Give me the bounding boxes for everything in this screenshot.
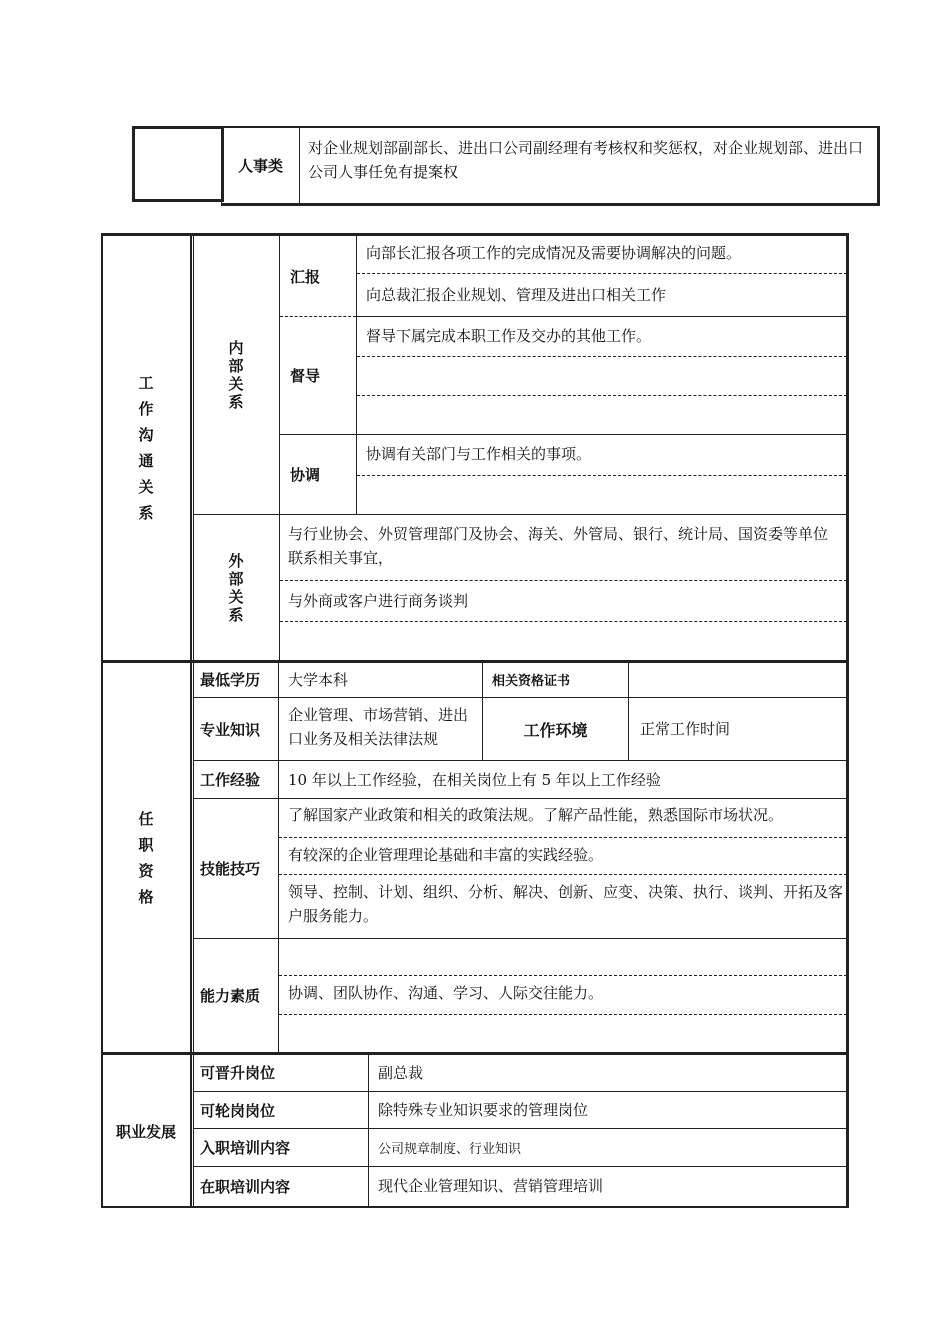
career-section-label: 职业发展 xyxy=(115,1122,176,1141)
qualification-section-label: 任 职 资 格 xyxy=(138,809,154,906)
supervise-label: 督导 xyxy=(290,367,321,385)
certificate-label: 相关资格证书 xyxy=(492,674,571,689)
environment-label: 工作环境 xyxy=(523,720,588,740)
career-row-value: 公司规章制度、行业知识 xyxy=(378,1142,522,1157)
skills-line-1: 了解国家产业政策和相关的政策法规。了解产品性能，熟悉国际市场状况。 xyxy=(288,806,784,824)
knowledge-value: 企业管理、市场营销、进出口业务及相关法律法规 xyxy=(288,706,469,748)
education-label: 最低学历 xyxy=(200,671,261,689)
external-line-2: 与外商或客户进行商务谈判 xyxy=(288,592,469,610)
skills-label: 技能技巧 xyxy=(200,860,261,878)
career-row-label: 入职培训内容 xyxy=(200,1139,291,1157)
coordinate-label: 协调 xyxy=(290,466,321,484)
authority-table xyxy=(132,126,880,206)
skills-line-2: 有较深的企业管理理论基础和丰富的实践经验。 xyxy=(288,846,604,864)
ability-value: 协调、团队协作、沟通、学习、人际交往能力。 xyxy=(288,984,604,1002)
internal-relations-label: 内 部 关 系 xyxy=(228,339,244,411)
external-relations-label: 外 部 关 系 xyxy=(228,551,244,624)
report-label: 汇报 xyxy=(290,267,321,286)
environment-value: 正常工作时间 xyxy=(640,720,731,738)
supervise-line-1: 督导下属完成本职工作及交办的其他工作。 xyxy=(366,327,652,345)
career-row-value: 除特殊专业知识要求的管理岗位 xyxy=(378,1101,589,1119)
report-line-2: 向总裁汇报企业规划、管理及进出口相关工作 xyxy=(366,286,667,304)
career-row-value: 副总裁 xyxy=(378,1063,424,1082)
experience-value: 10 年以上工作经验，在相关岗位上有 5 年以上工作经验 xyxy=(288,770,661,789)
career-row-label: 在职培训内容 xyxy=(200,1177,291,1196)
ability-label: 能力素质 xyxy=(200,987,261,1005)
external-line-1: 与行业协会、外贸管理部门及协会、海关、外管局、银行、统计局、国资委等单位联系相关事宜， xyxy=(288,525,829,567)
blank-cell xyxy=(132,126,224,202)
career-row-label: 可晋升岗位 xyxy=(200,1064,276,1082)
report-line-1: 向部长汇报各项工作的完成情况及需要协调解决的问题。 xyxy=(366,244,742,262)
personnel-text: 对企业规划部副部长、进出口公司副经理有考核权和奖惩权，对企业规划部、进出口公司人事任免有提案权 xyxy=(308,139,864,181)
communication-section-label: 工 作 沟 通 关 系 xyxy=(138,374,154,522)
experience-label: 工作经验 xyxy=(200,771,261,789)
education-value: 大学本科 xyxy=(288,670,349,689)
coordinate-line-1: 协调有关部门与工作相关的事项。 xyxy=(366,445,592,463)
personnel-label: 人事类 xyxy=(237,156,283,175)
skills-line-3: 领导、控制、计划、组织、分析、解决、创新、应变、决策、执行、谈判、开拓及客户服务能力。 xyxy=(288,883,844,925)
career-row-label: 可轮岗岗位 xyxy=(200,1101,276,1120)
knowledge-label: 专业知识 xyxy=(200,720,261,739)
career-row-value: 现代企业管理知识、营销管理培训 xyxy=(378,1177,604,1195)
